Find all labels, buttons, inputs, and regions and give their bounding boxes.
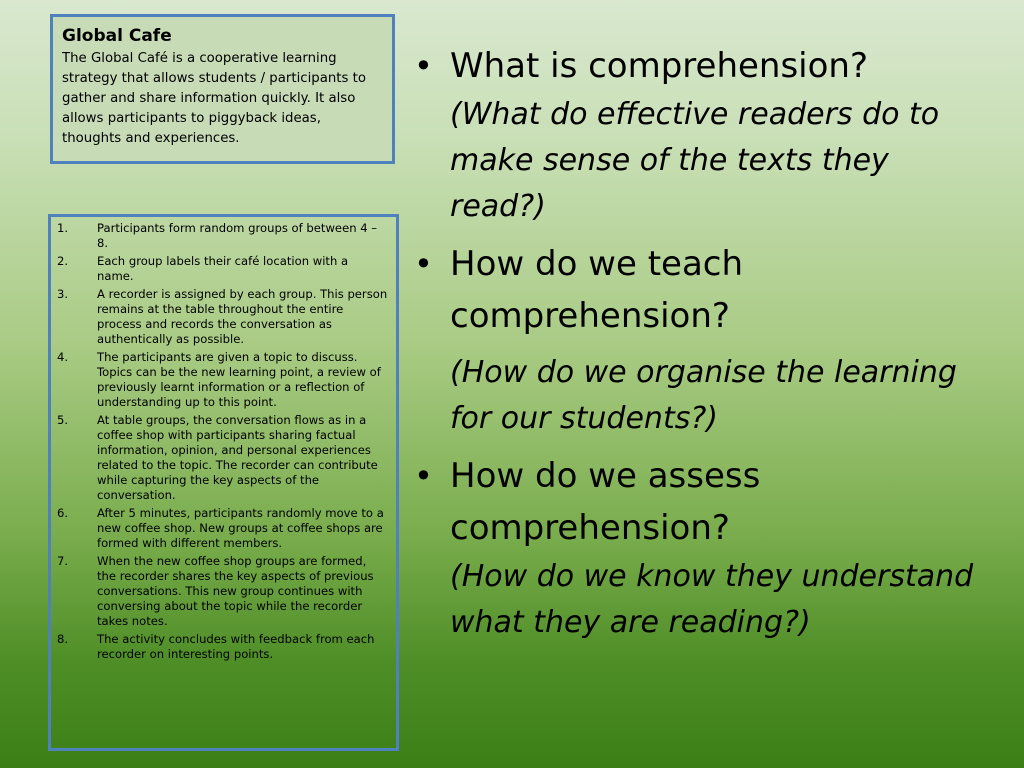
step-text: Each group labels their café location with a name. [97, 254, 349, 283]
steps-box [48, 214, 399, 751]
step-number: 5. [57, 413, 69, 427]
step-number: 8. [57, 632, 69, 646]
steps-list [57, 221, 390, 662]
step-text: At table groups, the conversation flows as in a coffee shop with participants sharing factual information, opinion, and personal experiences related to the topic. The recorder can contribute while capturing the key aspects of the conversation. [97, 413, 378, 502]
step-item [57, 254, 390, 284]
step-item [57, 554, 390, 629]
question-bullets [412, 40, 992, 654]
global-cafe-info-box [50, 14, 395, 164]
info-box-title: Global Cafe [62, 26, 172, 46]
bullet-question: How do we assess comprehension? [450, 456, 761, 548]
step-item [57, 287, 390, 347]
step-item [57, 632, 390, 662]
step-number: 7. [57, 554, 69, 568]
bullet-item [412, 450, 992, 646]
bullet-subquestion: (What do effective readers do to make sense of the texts they read?) [450, 97, 940, 224]
bullet-icon: • [414, 47, 433, 85]
bullet-subquestion: (How do we organise the learning for our students?) [450, 355, 957, 436]
info-box-description: The Global Café is a cooperative learning strategy that allows students / participants to gather and share information quickly. It also allows participants to piggyback ideas, thoughts and experiences. [62, 51, 367, 146]
step-number: 3. [57, 287, 69, 301]
step-text: A recorder is assigned by each group. This person remains at the table throughout the entire process and records the conversation as authentically as possible. [97, 287, 388, 346]
bullet-icon: • [414, 245, 433, 283]
step-item [57, 506, 390, 551]
bullet-question: What is comprehension? [450, 46, 869, 86]
step-text: The activity concludes with feedback from each recorder on interesting points. [97, 632, 375, 661]
bullet-item [412, 238, 992, 442]
step-number: 1. [57, 221, 69, 235]
step-item [57, 221, 390, 251]
bullet-subquestion: (How do we know they understand what they are reading?) [450, 559, 974, 640]
step-text: Participants form random groups of between 4 – 8. [97, 221, 378, 250]
step-item [57, 350, 390, 410]
step-text: The participants are given a topic to discuss. Topics can be the new learning point, a review of previously learnt information or a reflection of understanding up to this point. [97, 350, 381, 409]
bullet-question: How do we teach comprehension? [450, 244, 744, 336]
bullet-item [412, 40, 992, 230]
step-text: When the new coffee shop groups are formed, the recorder shares the key aspects of previous conversations. This new group continues with conversing about the topic while the recorder takes notes. [97, 554, 374, 628]
step-number: 6. [57, 506, 69, 520]
bullet-icon: • [414, 457, 433, 495]
step-number: 4. [57, 350, 69, 364]
step-item [57, 413, 390, 503]
step-number: 2. [57, 254, 69, 268]
step-text: After 5 minutes, participants randomly move to a new coffee shop. New groups at coffee shops are formed with different members. [97, 506, 384, 550]
